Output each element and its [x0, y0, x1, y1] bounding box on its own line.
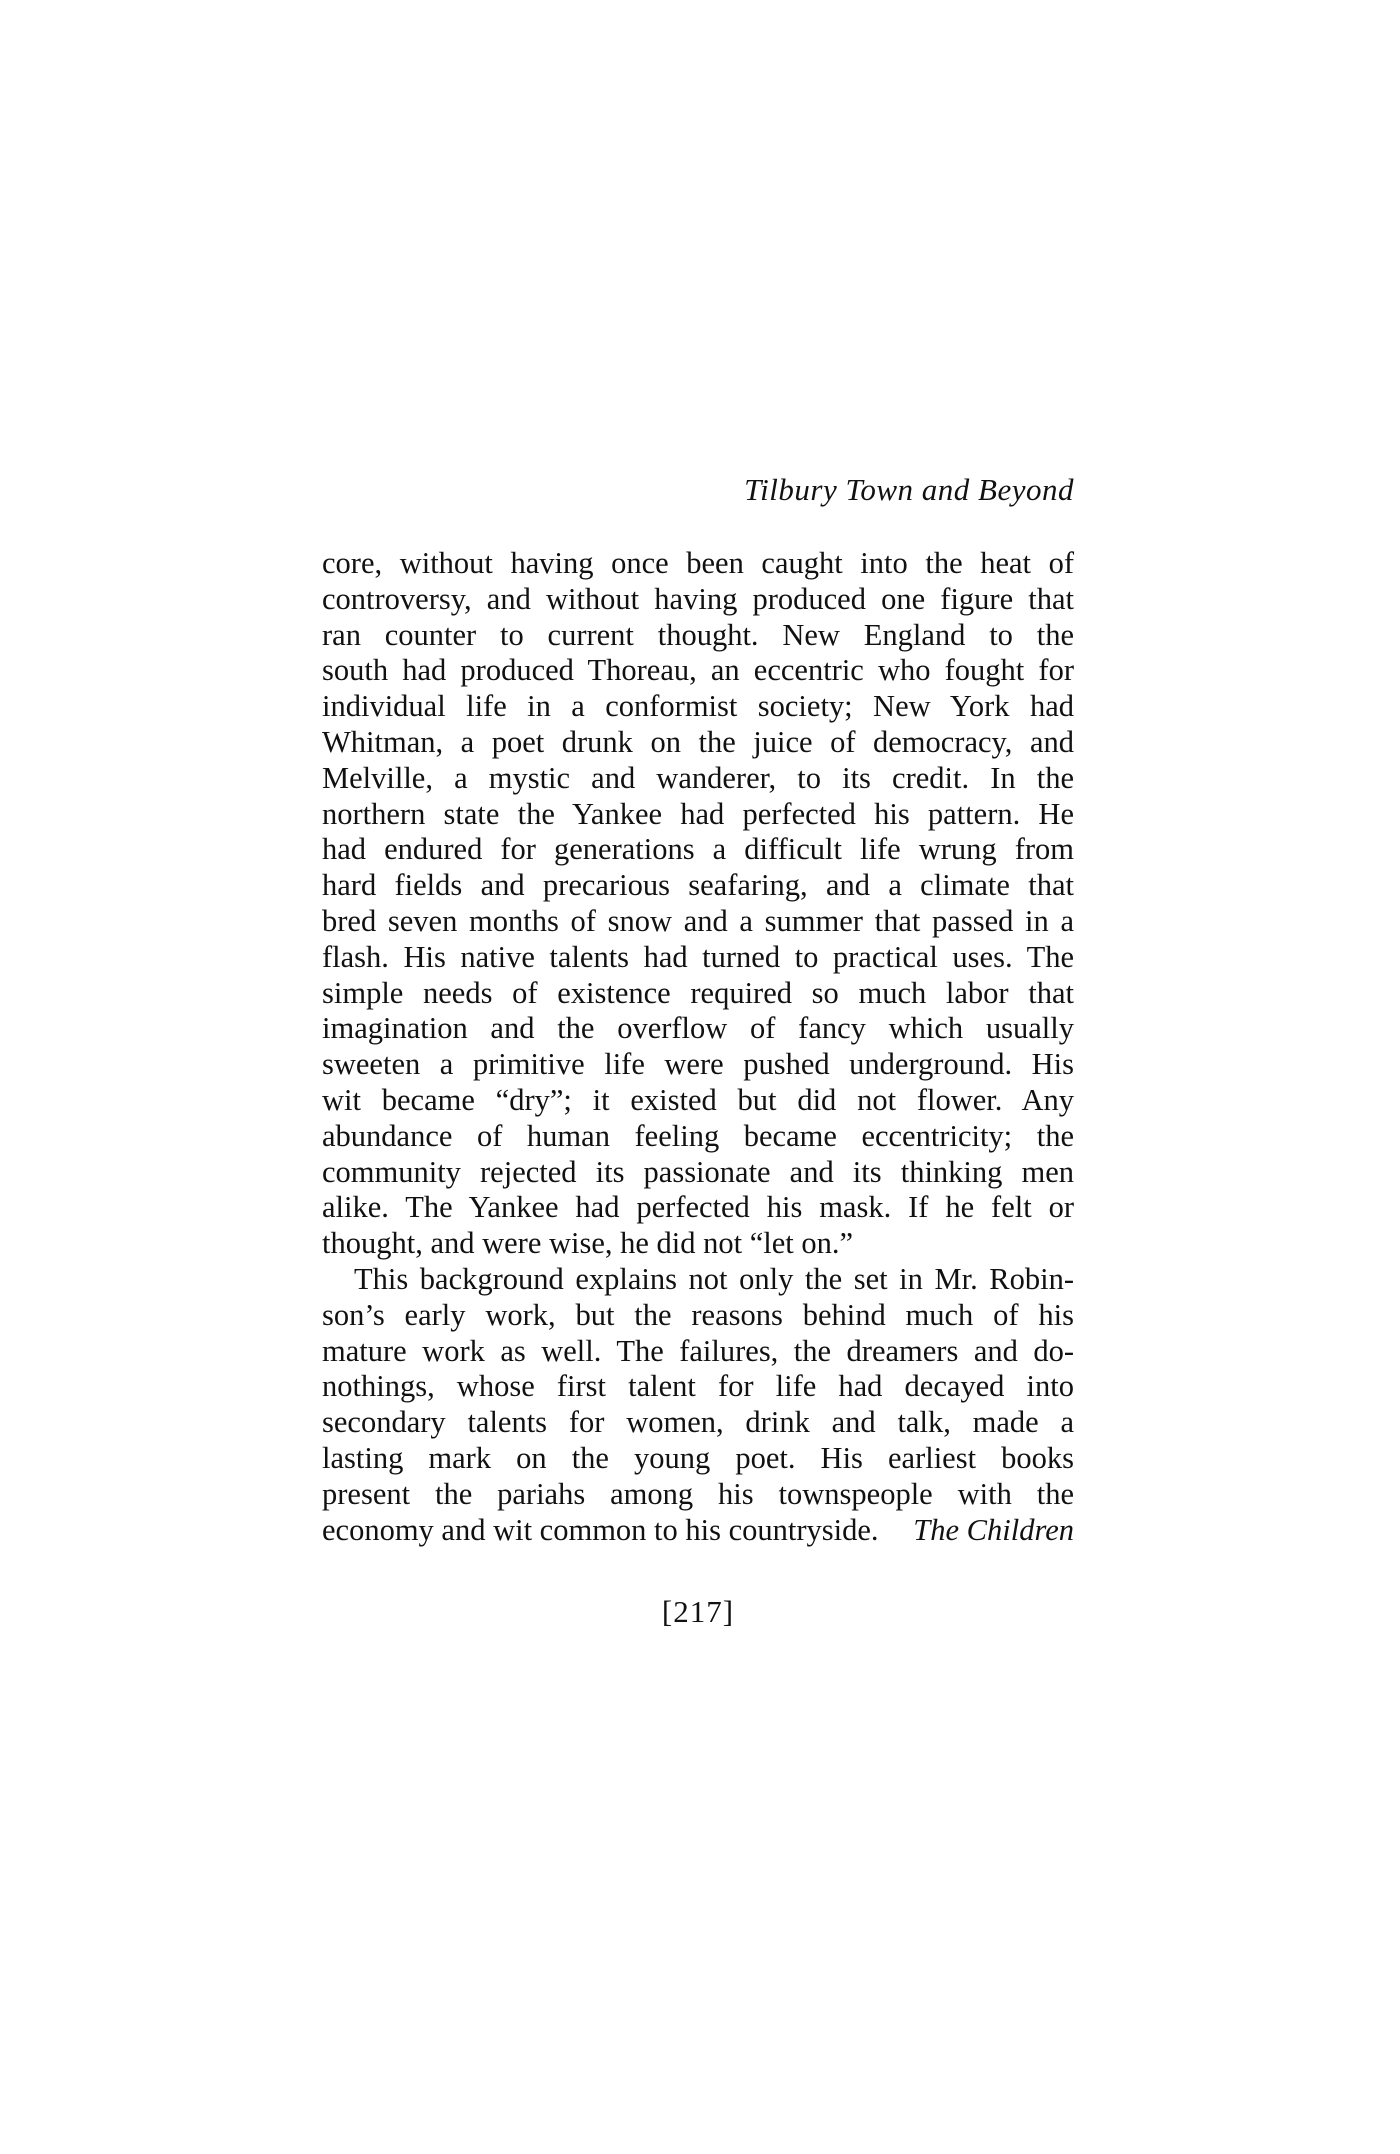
text-line: individual life in a conformist society; New York had [322, 689, 1074, 724]
text-line: simple needs of existence required so much labor that [322, 975, 1074, 1010]
text-line: abundance of human feeling became eccentricity; the [322, 1118, 1074, 1153]
paragraph-1 [322, 546, 1074, 1262]
text-line: alike. The Yankee had perfected his mask. If he felt or [322, 1190, 1074, 1225]
text-line: sweeten a primitive life were pushed underground. His [322, 1047, 1074, 1082]
page-number: [217] [661, 1594, 735, 1629]
text-line: flash. His native talents had turned to practical uses. The [322, 939, 1074, 974]
text-line: This background explains not only the set in Mr. Robin- [354, 1261, 1074, 1296]
text-line: ran counter to current thought. New England to the [322, 617, 1074, 652]
text-line-roman: economy and wit common to his countryside. [322, 1512, 879, 1547]
text-line: hard fields and precarious seafaring, and a climate that [322, 868, 1074, 903]
text-line: community rejected its passionate and its thinking men [322, 1154, 1074, 1189]
text-line: Whitman, a poet drunk on the juice of democracy, and [322, 724, 1074, 759]
text-line: present the pariahs among his townspeople with the [322, 1476, 1074, 1511]
text-line: secondary talents for women, drink and talk, made a [322, 1405, 1074, 1440]
text-line: had endured for generations a difficult life wrung from [322, 832, 1074, 867]
text-line: imagination and the overflow of fancy which usually [322, 1011, 1074, 1046]
text-line: controversy, and without having produced one figure that [322, 581, 1074, 616]
text-line: bred seven months of snow and a summer that passed in a [322, 903, 1074, 938]
text-line: south had produced Thoreau, an eccentric who fought for [322, 653, 1074, 688]
text-line: nothings, whose first talent for life had decayed into [322, 1369, 1074, 1404]
running-head: Tilbury Town and Beyond [744, 472, 1074, 507]
paragraph-2 [322, 1262, 1074, 1513]
text-line: wit became “dry”; it existed but did not flower. Any [322, 1082, 1074, 1117]
text-line: son’s early work, but the reasons behind much of his [322, 1297, 1074, 1332]
text-line: mature work as well. The failures, the dreamers and do- [322, 1333, 1074, 1368]
text-line: lasting mark on the young poet. His earliest books [322, 1440, 1074, 1475]
text-line: Melville, a mystic and wanderer, to its credit. In the [322, 760, 1074, 795]
text-line: core, without having once been caught into the heat of [322, 546, 1074, 580]
text-line: northern state the Yankee had perfected his pattern. He [322, 796, 1074, 831]
body-text [322, 546, 1074, 1548]
text-line: thought, and were wise, he did not “let on.” [322, 1226, 854, 1261]
text-line-italic-title: The Children [913, 1512, 1074, 1547]
text-line [322, 1513, 1074, 1549]
